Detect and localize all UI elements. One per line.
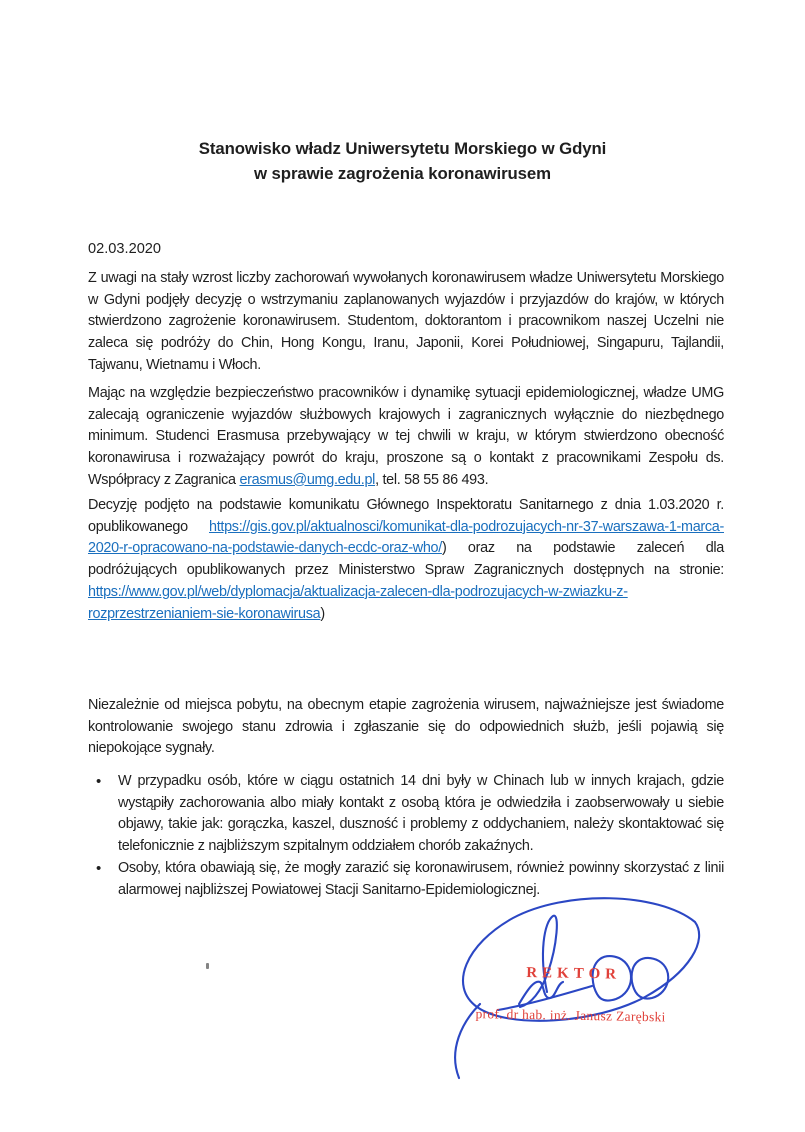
erasmus-paragraph-text-1: Mając na względzie bezpieczeństwo pracowników i dynamikę sytuacji epidemiologicznej, władze UMG zalecają ograniczenie wyjazdów służbowych krajowych i zagranicznych wyłącznie do niezbędnego minimum. Studenci Erasmusa przebywający w tej chwili w kraju, w którym stwierdzono obecność koronawirusa i rozważający powrót do kraju, proszone są o kontakt z pracownikami Zespołu ds. Współpracy z Zagranica — [88, 385, 724, 488]
erasmus-paragraph-text-2: , tel. 58 55 86 493. — [375, 471, 489, 488]
decision-basis-text-1: Decyzję podjęto na podstawie komunikatu Głównego Inspektoratu Sanitarnego z dnia 1.03.2020 r. opublikowanego — [88, 497, 724, 535]
gis-announcement-link[interactable]: https://gis.gov.pl/aktualnosci/komunikat-dla-podrozujacych-nr-37-warszawa-1-marca-2020-r-opracowano-na-podstawie-danych-ecdc-oraz-who/ — [88, 518, 724, 557]
rector-stamp — [438, 887, 731, 1092]
scan-artifact-speck — [206, 963, 209, 969]
title-line-1: Stanowisko władz Uniwersytetu Morskiego w Gdyni — [198, 139, 607, 158]
list-item: • Osoby, która obawiają się, że mogły zarazić się koronawirusem, również powinny skorzystać z linii alarmowej najbliższej Powiatowej Stacji Sanitarno-Epidemiologicznej. — [88, 858, 724, 901]
title-line-2: w sprawie zagrożenia koronawirusem — [254, 164, 551, 183]
erasmus-email-link[interactable]: erasmus@umg.edu.pl — [239, 471, 376, 488]
decision-basis-text-2: ) oraz na podstawie zaleceń dla podróżujących opublikowanych przez Ministerstwo Spraw Zagranicznych dostępnych na stronie: — [88, 540, 724, 579]
paragraph-health-monitoring: Niezależnie od miejsca pobytu, na obecnym etapie zagrożenia wirusem, najważniejsze jest świadome kontrolowanie swojego stanu zdrowia i zgłaszanie się do odpowiednich służb, jeśli pojawią się niepokojące sygnały. — [88, 697, 724, 757]
msz-travel-advisory-link[interactable]: https://www.gov.pl/web/dyplomacja/aktualizacja-zalecen-dla-podrozujacych-w-zwiazku-z-rozprzestrzenianiem-sie-koronawirusa — [88, 583, 628, 622]
instructions-list — [88, 771, 724, 901]
paragraph-travel-suspension: Z uwagi na stały wzrost liczby zachorowań wywołanych koronawirusem władze Uniwersytetu Morskiego w Gdyni podjęły decyzję o wstrzymaniu zaplanowanych wyjazdów i przyjazdów do krajów, w których stwierdzono zagrożenie koronawirusem. Studentom, doktorantom i pracownikom naszej Uczelni nie zaleca się podróży do Chin, Hong Kongu, Iranu, Japonii, Korei Południowej, Singapuru, Tajlandii, Tajwanu, Wietnamu i Włoch. — [88, 270, 724, 373]
paragraph-decision-basis — [88, 495, 724, 625]
signature-role: REKTOR — [526, 964, 622, 983]
decision-basis-text-3: ) — [320, 605, 325, 622]
signature-block — [440, 890, 730, 1090]
document-date: 02.03.2020 — [88, 241, 162, 257]
document-title — [0, 136, 805, 186]
list-item: • W przypadku osób, które w ciągu ostatnich 14 dni były w Chinach lub w innych krajach, gdzie wystąpiły zachorowania albo miały kontakt z osobą która je odwiedziła i zaobserwowały u siebie objawy, takie jak: gorączka, kaszel, duszność i problemy z oddychaniem, należy skontaktować się telefonicznie z najbliższym szpitalnym oddziałem chorób zakaźnych. — [88, 771, 724, 858]
signature-name: prof. dr hab. inż. Janusz Zarębski — [475, 1006, 666, 1025]
paragraph-erasmus-contact — [88, 383, 724, 492]
